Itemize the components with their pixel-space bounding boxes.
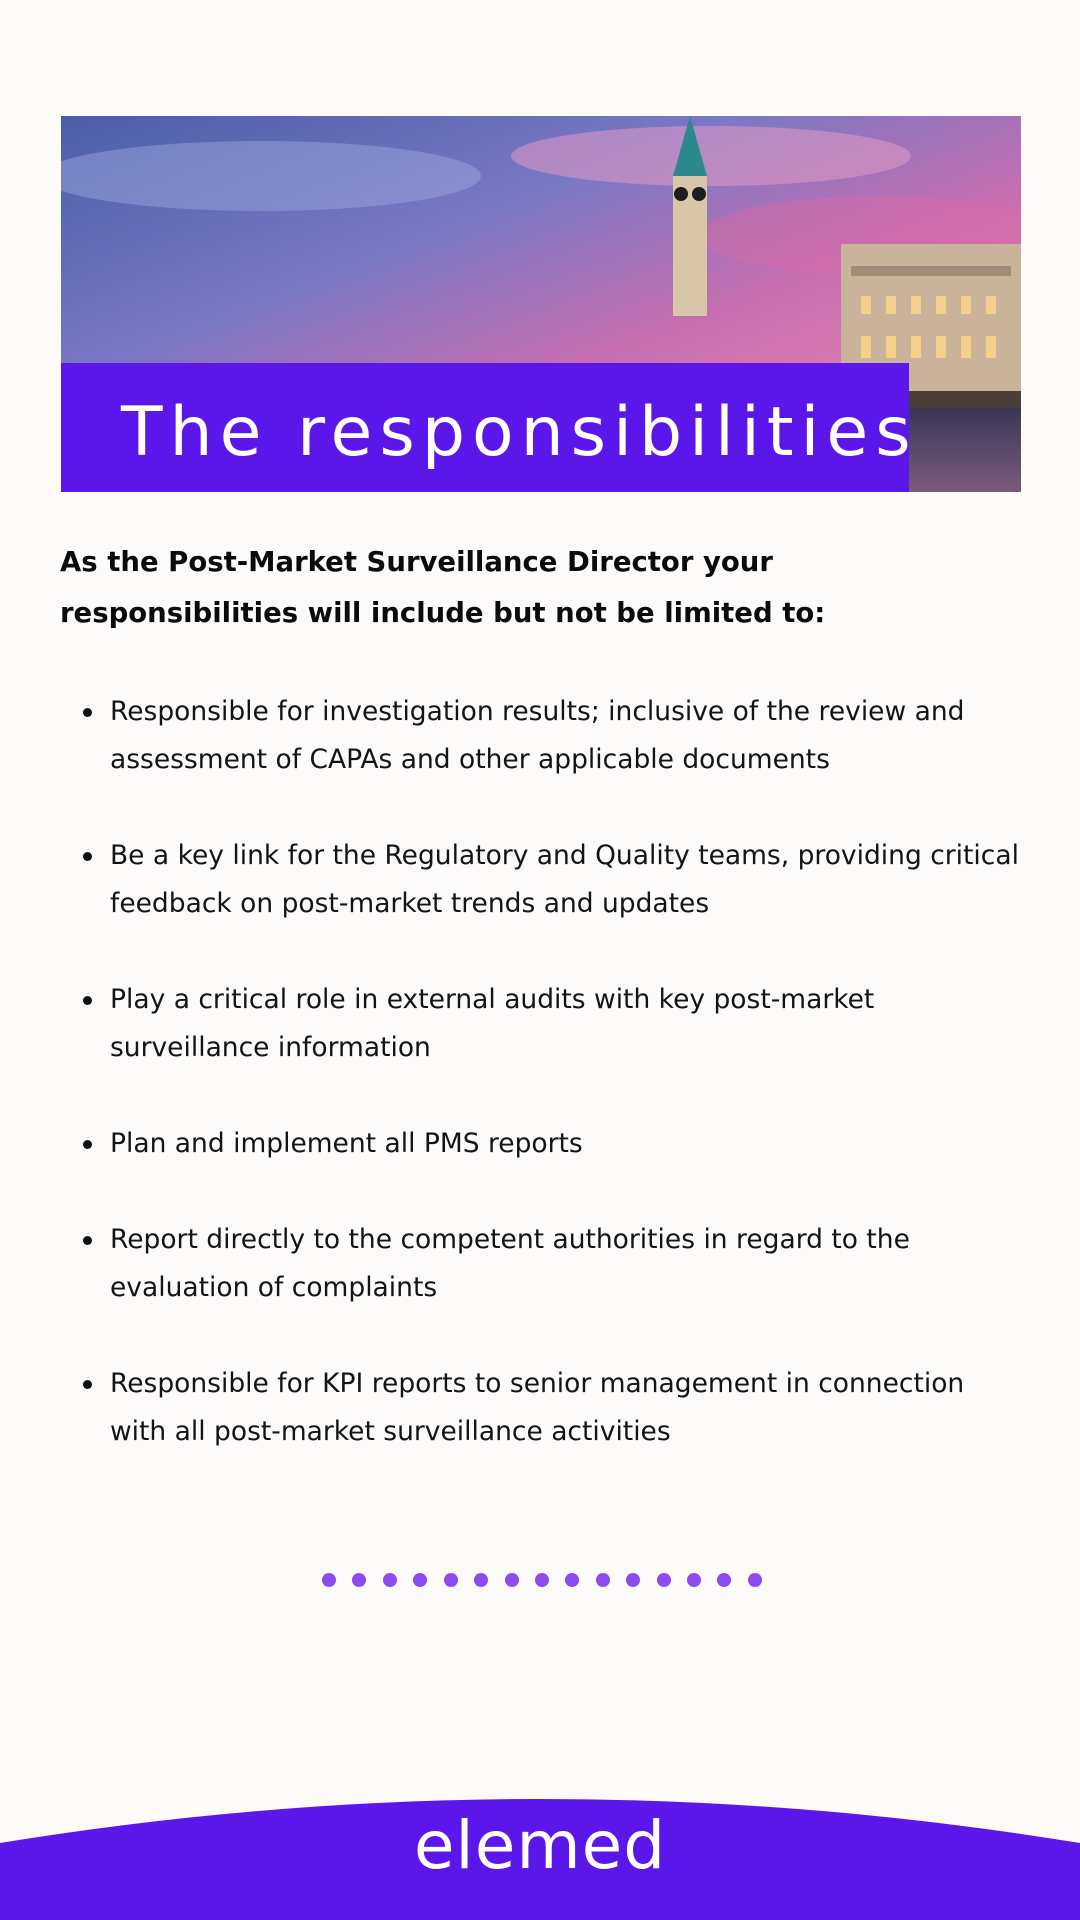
footer — [0, 1785, 1080, 1920]
bullet-icon — [83, 1380, 92, 1389]
dot-icon — [626, 1573, 640, 1587]
page-title: The responsibilities — [121, 392, 918, 472]
dot-icon — [352, 1573, 366, 1587]
bullet-icon — [83, 852, 92, 861]
bullet-icon — [83, 708, 92, 717]
list-item — [60, 1120, 1020, 1168]
list-item-text: Report directly to the competent authorities in regard to the evaluation of complaints — [110, 1224, 910, 1303]
dot-icon — [505, 1573, 519, 1587]
dot-icon — [748, 1573, 762, 1587]
list-item — [60, 688, 1020, 784]
list-item — [60, 976, 1020, 1072]
list-item — [60, 1216, 1020, 1312]
dot-icon — [717, 1573, 731, 1587]
list-item-text: Be a key link for the Regulatory and Quality teams, providing critical feedback on post-market trends and updates — [110, 840, 1019, 919]
dot-icon — [596, 1573, 610, 1587]
bullet-icon — [83, 996, 92, 1005]
dot-icon — [474, 1573, 488, 1587]
dot-icon — [687, 1573, 701, 1587]
list-item-text: Responsible for investigation results; inclusive of the review and assessment of CAPAs and other applicable documents — [110, 696, 965, 775]
list-item-text: Play a critical role in external audits with key post-market surveillance information — [110, 984, 875, 1063]
dot-icon — [383, 1573, 397, 1587]
dot-icon — [444, 1573, 458, 1587]
title-band — [61, 363, 918, 492]
list-item — [60, 1360, 1020, 1456]
dot-icon — [413, 1573, 427, 1587]
hero-image — [61, 116, 1021, 492]
list-item — [60, 832, 1020, 928]
dot-icon — [565, 1573, 579, 1587]
list-item-text: Responsible for KPI reports to senior management in connection with all post-market surveillance activities — [110, 1368, 965, 1447]
bullet-icon — [83, 1140, 92, 1149]
intro-text: As the Post-Market Surveillance Director your responsibilities will include but not be limited to: — [60, 546, 826, 629]
dot-icon — [535, 1573, 549, 1587]
dot-icon — [322, 1573, 336, 1587]
dot-icon — [657, 1573, 671, 1587]
elemed-logo: elemed — [413, 1807, 667, 1884]
bullet-icon — [83, 1236, 92, 1245]
decorative-dots — [322, 1572, 762, 1588]
responsibilities-list — [60, 688, 1020, 1504]
list-item-text: Plan and implement all PMS reports — [110, 1128, 583, 1159]
